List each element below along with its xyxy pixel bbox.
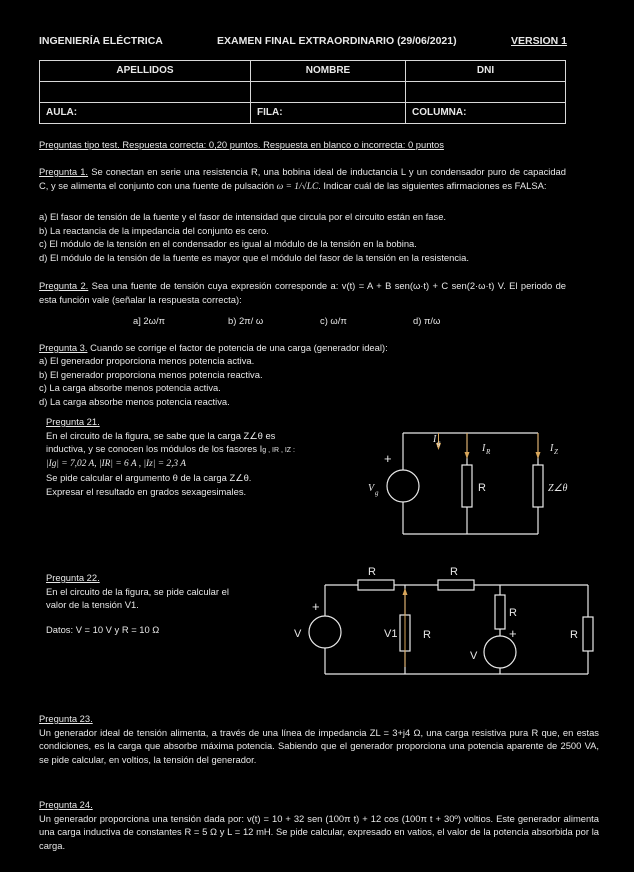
q22-line1: En el circuito de la figura, se pide calcular el — [46, 585, 229, 597]
q21-ir-arrow — [465, 452, 470, 459]
q22-right-resistor — [583, 617, 593, 651]
q3-option-b[interactable]: b) El generador proporciona menos potencia reactiva. — [39, 368, 263, 380]
q22-top-resistor-1 — [358, 580, 394, 590]
question-23 — [39, 712, 599, 766]
q1-option-c[interactable]: c) El módulo de la tensión en el condensador es igual al módulo de la tensión en la bobina. — [39, 238, 417, 249]
exam-title: EXAMEN FINAL EXTRAORDINARIO (29/06/2021) — [217, 35, 457, 47]
q21-load-impedance — [533, 465, 543, 507]
q22-plus-center: + — [509, 626, 517, 641]
svg-text:g: g — [375, 489, 379, 497]
q1-option-a[interactable]: a) El fasor de tensión de la fuente y el fasor de intensidad que circula por el circuito están en fase. — [39, 211, 447, 222]
q22-circuit-diagram — [290, 563, 600, 683]
student-info-table — [39, 60, 566, 124]
q21-resistor — [462, 465, 472, 507]
q21-ig-label: I — [433, 434, 437, 445]
q21-label: Pregunta 21. — [46, 416, 100, 427]
q21-z-label: Z∠θ — [548, 483, 568, 494]
q21-ir-label: I — [482, 443, 486, 454]
q21-plus-sign: + — [384, 451, 392, 466]
q21-line1: En el circuito de la figura, se sabe que la carga Z∠θ es — [46, 429, 276, 441]
q22-r-top1-label: R — [368, 566, 376, 578]
nombre-header: NOMBRE — [251, 61, 406, 82]
q22-v1-label: V1 — [384, 628, 398, 640]
q1-formula: ω = 1/√LC — [276, 181, 319, 192]
q22-line2: valor de la tensión V1. — [46, 599, 139, 610]
q2-text: Sea una fuente de tensión cuya expresión corresponde a: v(t) = A + B sen(ω·t) + C sen(2·ω·t) V. El periodo de esta función vale (señalar la respuesta correcta): — [39, 280, 566, 305]
q1-option-d[interactable]: d) El módulo de la tensión de la fuente es mayor que el módulo del fasor de la tensión en la resistencia. — [39, 251, 469, 263]
q3-options — [39, 354, 599, 408]
q3-text: Cuando se corrige el factor de potencia de una carga (generador ideal): — [87, 342, 388, 353]
nombre-field[interactable] — [251, 82, 406, 103]
q21-line5: Expresar el resultado en grados sexagesimales. — [46, 485, 247, 497]
q2-option-a[interactable]: a] 2ω/π — [133, 315, 166, 326]
question-22 — [46, 571, 276, 636]
q2-label: Pregunta 2. — [39, 280, 89, 291]
q22-r-center-label: R — [423, 629, 431, 641]
question-2 — [39, 279, 566, 306]
svg-text:R: R — [486, 448, 491, 456]
svg-text:g: g — [437, 439, 441, 447]
q21-voltage-source — [387, 470, 419, 502]
q3-option-c[interactable]: c) La carga absorbe menos potencia activa. — [39, 382, 221, 393]
q22-r-right-label: R — [570, 629, 578, 641]
q2-option-c[interactable]: c) ω/π — [320, 315, 347, 326]
dni-field[interactable] — [406, 82, 566, 103]
dni-header: DNI — [406, 61, 566, 82]
q22-datos: Datos: V = 10 V y R = 10 Ω — [46, 623, 160, 635]
q22-plus-left: + — [312, 599, 320, 614]
q22-v-center-label: V — [470, 650, 478, 662]
svg-text:Z: Z — [554, 448, 558, 456]
q22-left-voltage-source — [309, 616, 341, 648]
q3-option-d[interactable]: d) La carga absorbe menos potencia reactiva. — [39, 395, 230, 407]
q22-r-top2-label: R — [450, 566, 458, 578]
q2-option-d[interactable]: d) π/ω — [413, 315, 441, 326]
instructions: Preguntas tipo test. Respuesta correcta: 0,20 puntos. Respuesta en blanco o incorrecta: 0 puntos — [39, 139, 444, 150]
q1-text-b: . Indicar cuál de las siguientes afirmaciones es FALSA: — [318, 179, 547, 191]
q22-label: Pregunta 22. — [46, 572, 100, 583]
q24-label: Pregunta 24. — [39, 799, 93, 810]
question-24 — [39, 798, 599, 852]
q21-iz-label: I — [550, 443, 554, 454]
q2-option-b[interactable]: b) 2π/ ω — [228, 315, 264, 326]
q21-line2: inductiva, y se conocen los módulos de los fasores Ig , IR , IZ : — [46, 443, 295, 454]
q21-circuit-diagram — [355, 425, 585, 540]
question-21 — [46, 415, 346, 498]
q21-vg-label: V — [368, 483, 375, 494]
version-label: VERSION 1 — [511, 35, 568, 47]
q3-option-a[interactable]: a) El generador proporciona menos potencia activa. — [39, 355, 255, 366]
aula-field[interactable]: AULA: — [40, 103, 251, 124]
q1-option-b[interactable]: b) La reactancia de la impedancia del conjunto es cero. — [39, 224, 269, 236]
q22-v-left-label: V — [294, 628, 302, 640]
q21-iz-arrow — [536, 452, 541, 459]
q23-label: Pregunta 23. — [39, 713, 93, 724]
q21-line3: |Ig| = 7,02 A, |IR| = 6 A , |Iz| = 2,3 A — [46, 458, 186, 469]
q22-r-mid-label: R — [509, 607, 517, 619]
q1-label: Pregunta 1. — [39, 166, 89, 177]
q22-mid-resistor — [495, 595, 505, 629]
q24-text: Un generador proporciona una tensión dada por: v(t) = 10 + 32 sen (100π t) + 12 cos (100π t + 30º) voltios. Este generador alimenta una carga inductiva de constantes R = 5 Ω y L = 12 mH. Se pide calcular, expresado en vatios, el valor de la potencia absorbida por la carga. — [39, 812, 599, 851]
apellidos-field[interactable] — [40, 82, 251, 103]
apellidos-header: APELLIDOS — [40, 61, 251, 82]
q1-options — [39, 210, 599, 264]
question-1 — [39, 165, 566, 194]
q21-r-label: R — [478, 482, 486, 494]
q21-line4: Se pide calcular el argumento θ de la carga Z∠θ. — [46, 472, 252, 483]
q22-top-resistor-2 — [438, 580, 474, 590]
q3-label: Pregunta 3. — [39, 342, 88, 353]
q22-v1-arrow — [403, 588, 408, 595]
department-title: INGENIERÍA ELÉCTRICA — [39, 35, 163, 47]
q23-text: Un generador ideal de tensión alimenta, a través de una línea de impedancia ZL = 3+j4 Ω, una carga resistiva pura R que, en estas condiciones, es la carga que absorbe máxima potencia. Sabiendo que el generador proporciona una potencia aparente de 2500 VA, se pide calcular, en voltios, la tensión del generador. — [39, 726, 599, 765]
q1-text-a: Se conectan en serie una resistencia R, una bobina ideal de inductancia L y un condensador puro de capacidad C, y se alimenta el conjunto con una fuente de pulsación — [39, 166, 566, 191]
question-3 — [39, 341, 599, 355]
fila-field[interactable]: FILA: — [251, 103, 406, 124]
columna-field[interactable]: COLUMNA: — [406, 103, 566, 124]
